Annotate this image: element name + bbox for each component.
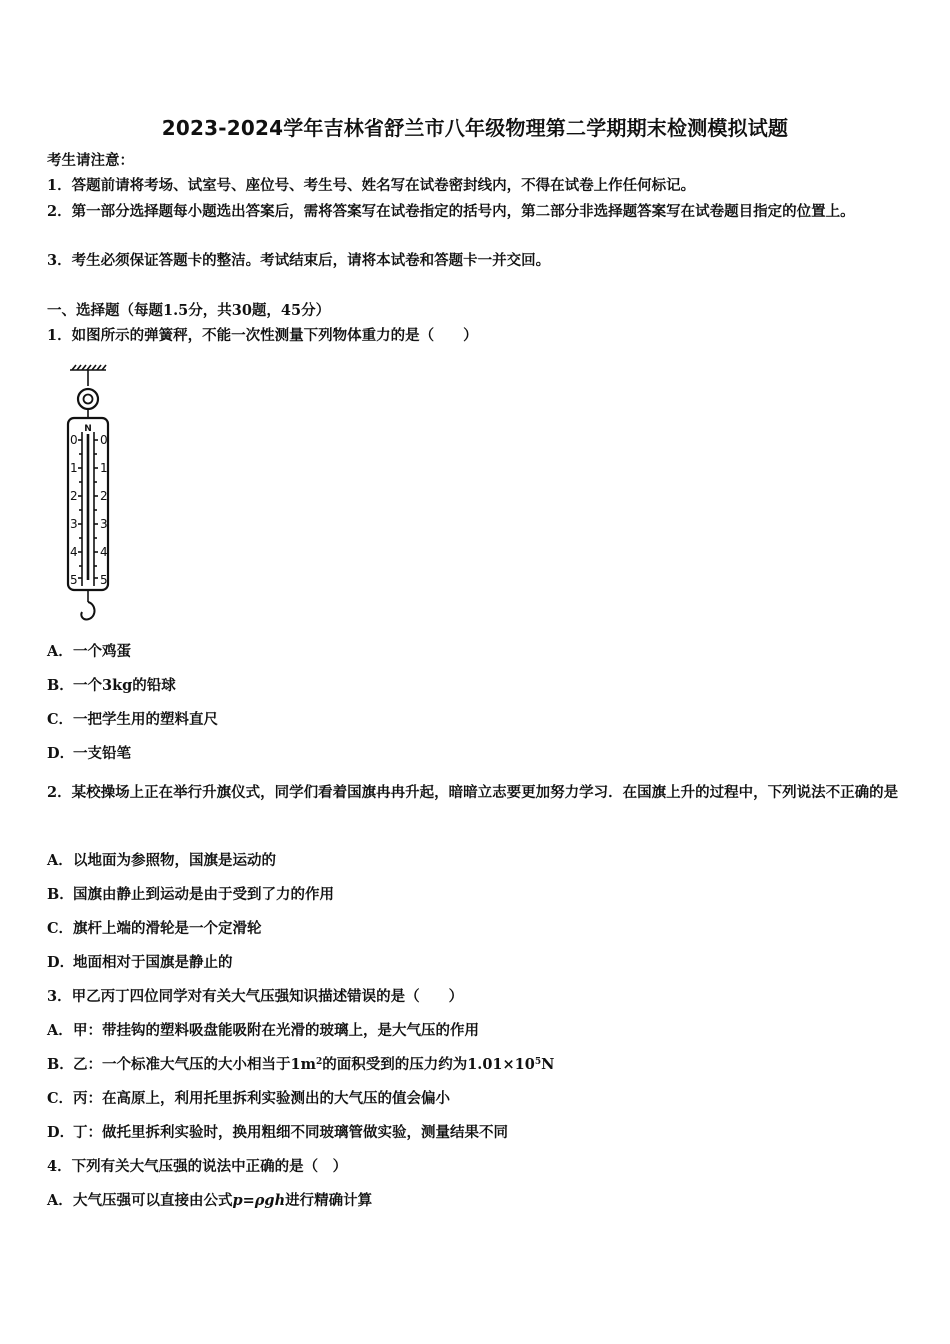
question-4-stem: 4．下列有关大气压强的说法中正确的是（ ） — [47, 1158, 348, 1175]
scale-label-left-1: 1 — [70, 461, 78, 475]
question-1-stem: 1．如图所示的弹簧秤，不能一次性测量下列物体重力的是（ ） — [47, 327, 478, 344]
section-heading: 一、选择题（每题1.5分，共30题，45分） — [47, 302, 331, 319]
scale-label-right-2: 2 — [100, 489, 108, 503]
q3-option-d: D．丁：做托里拆利实验时，换用粗细不同玻璃管做实验，测量结果不同 — [47, 1124, 508, 1141]
scale-label-left-5: 5 — [70, 573, 78, 587]
q1-option-c: C．一把学生用的塑料直尺 — [47, 711, 218, 728]
scale-label-right-3: 3 — [100, 517, 108, 531]
q2-option-a: A．以地面为参照物，国旗是运动的 — [47, 852, 276, 869]
q1-option-a: A．一个鸡蛋 — [47, 643, 131, 660]
q3-option-b: B．乙：一个标准大气压的大小相当于$1m^2$的面积受到的压力约为$1.01\times 10^5N$ — [47, 1056, 555, 1073]
notice-item-3: 3．考生必须保证答题卡的整洁。考试结束后，请将本试卷和答题卡一并交回。 — [47, 252, 551, 269]
scale-label-left-0: 0 — [70, 433, 78, 447]
scale-label-right-4: 4 — [100, 545, 108, 559]
scale-unit-label: N — [84, 424, 92, 434]
spring-scale-figure — [62, 364, 122, 628]
question-2-stem: 2．某校操场上正在举行升旗仪式，同学们看着国旗冉冉升起，暗暗立志要更加努力学习．在国旗上升的过程中，下列说法不正确的是 — [47, 784, 899, 801]
q1-option-d: D．一支铅笔 — [47, 745, 131, 762]
scale-label-left-2: 2 — [70, 489, 78, 503]
question-3-stem: 3．甲乙丙丁四位同学对有关大气压强知识描述错误的是（ ） — [47, 988, 464, 1005]
q4-option-a: A．大气压强可以直接由公式p=ρgh进行精确计算 — [47, 1192, 373, 1209]
scale-label-right-0: 0 — [100, 433, 108, 447]
q2-option-c: C．旗杆上端的滑轮是一个定滑轮 — [47, 920, 262, 937]
scale-label-right-1: 1 — [100, 461, 108, 475]
notice-heading: 考生请注意： — [47, 152, 134, 169]
notice-item-1: 1．答题前请将考场、试室号、座位号、考生号、姓名写在试卷密封线内，不得在试卷上作任何标记。 — [47, 177, 696, 194]
q1-option-b: B．一个3kg的铅球 — [47, 677, 176, 694]
q3-option-a: A．甲：带挂钩的塑料吸盘能吸附在光滑的玻璃上，是大气压的作用 — [47, 1022, 479, 1039]
spring-scale-svg — [62, 364, 122, 628]
q2-option-d: D．地面相对于国旗是静止的 — [47, 954, 233, 971]
notice-item-2: 2．第一部分选择题每小题选出答案后，需将答案写在试卷指定的括号内，第二部分非选择题答案写在试卷题目指定的位置上。 — [47, 203, 855, 220]
q3-option-c: C．丙：在高原上，利用托里拆利实验测出的大气压的值会偏小 — [47, 1090, 450, 1107]
scale-label-right-5: 5 — [100, 573, 108, 587]
page-title: 2023-2024学年吉林省舒兰市八年级物理第二学期期末检测模拟试题 — [161, 116, 789, 140]
q2-option-b: B．国旗由静止到运动是由于受到了力的作用 — [47, 886, 334, 903]
scale-label-left-3: 3 — [70, 517, 78, 531]
scale-label-left-4: 4 — [70, 545, 78, 559]
